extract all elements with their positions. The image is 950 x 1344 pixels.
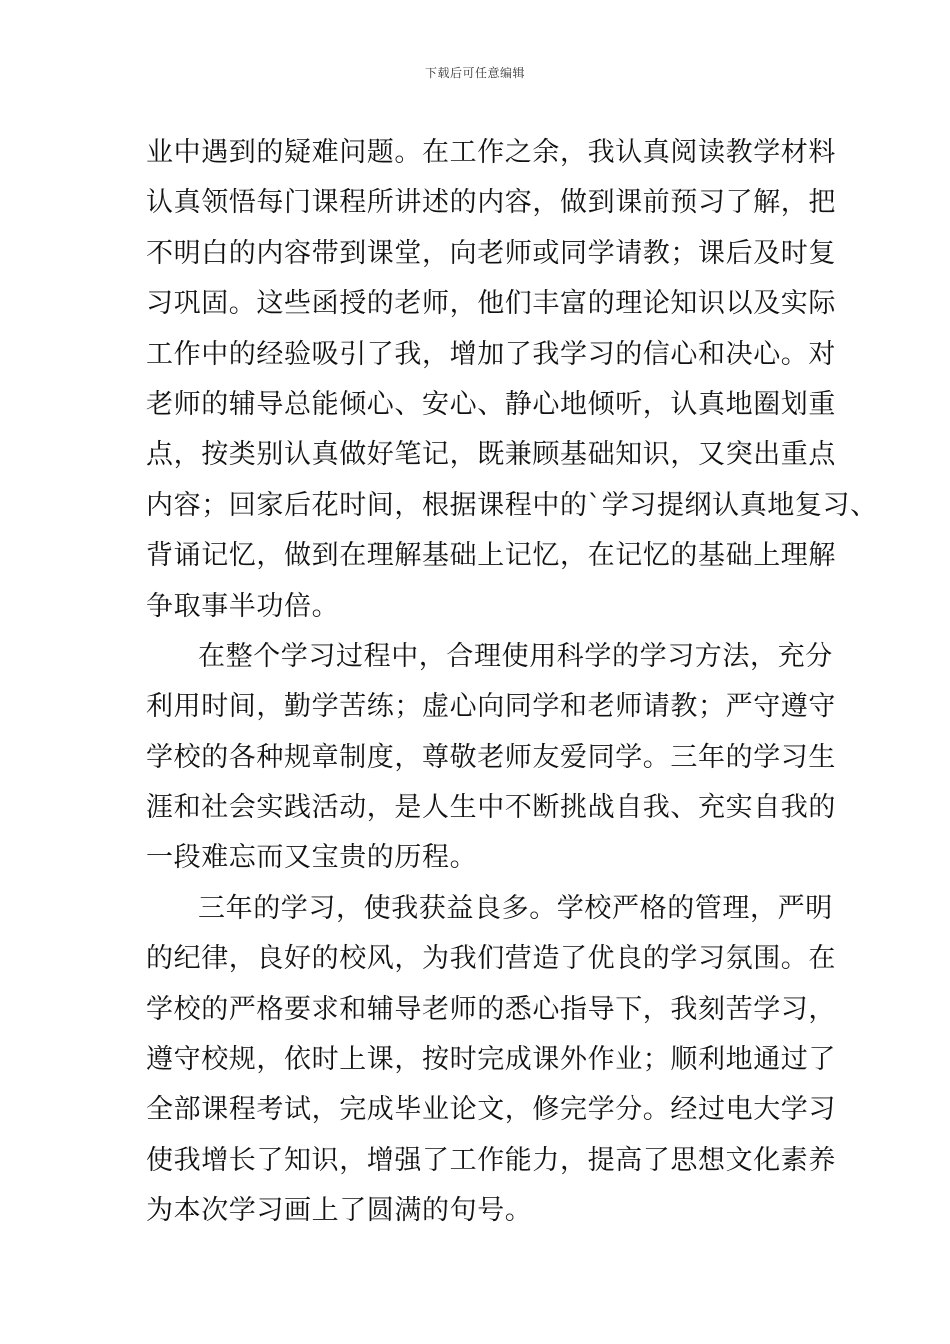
text-line: 学校的严格要求和辅导老师的悉心指导下，我刻苦学习， [146, 993, 836, 1025]
text-line: 涯和社会实践活动，是人生中不断挑战自我、充实自我的 [146, 792, 836, 824]
text-line: 遵守校规，依时上课，按时完成课外作业；顺利地通过了 [146, 1044, 836, 1076]
body-text [146, 128, 878, 1237]
text-line: 业中遇到的疑难问题。在工作之余，我认真阅读教学材料 [146, 137, 836, 168]
text-line: 点，按类别认真做好笔记，既兼顾基础知识，又突出重点 [146, 439, 836, 471]
text-line: 学校的各种规章制度，尊敬老师友爱同学。三年的学习生 [146, 741, 836, 773]
text-line: 内容；回家后花时间，根据课程中的`学习提纲认真地复习、 [146, 489, 878, 521]
text-line: 习巩固。这些函授的老师，他们丰富的理论知识以及实际 [146, 288, 836, 320]
text-line: 不明白的内容带到课堂，向老师或同学请教；课后及时复 [146, 237, 836, 269]
text-line: 老师的辅导总能倾心、安心、静心地倾听，认真地圈划重 [146, 388, 836, 420]
text-line: 背诵记忆，做到在理解基础上记忆，在记忆的基础上理解 [146, 540, 836, 572]
text-line: 工作中的经验吸引了我，增加了我学习的信心和决心。对 [146, 338, 836, 370]
text-line: 认真领悟每门课程所讲述的内容，做到课前预习了解，把 [146, 187, 836, 219]
text-line: 争取事半功倍。 [146, 590, 340, 622]
text-line: 的纪律，良好的校风，为我们营造了优良的学习氛围。在 [146, 943, 836, 975]
text-line: 全部课程考试，完成毕业论文，修完学分。经过电大学习 [146, 1094, 836, 1126]
text-line: 一段难忘而又宝贵的历程。 [146, 842, 478, 874]
text-line: 在整个学习过程中，合理使用科学的学习方法，充分 [198, 640, 833, 672]
text-line: 使我增长了知识，增强了工作能力，提高了思想文化素养 [146, 1144, 836, 1176]
text-line: 为本次学习画上了圆满的句号。 [146, 1195, 533, 1227]
text-line: 利用时间，勤学苦练；虚心向同学和老师请教；严守遵守 [146, 691, 836, 723]
text-line: 三年的学习，使我获益良多。学校严格的管理，严明 [198, 892, 833, 924]
page-header: 下载后可任意编辑 [424, 66, 525, 80]
